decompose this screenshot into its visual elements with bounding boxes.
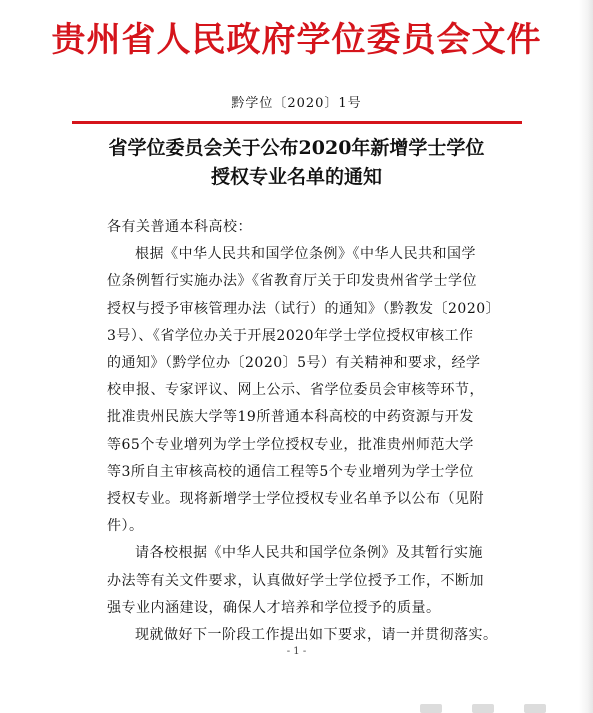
page-number: - 1 - <box>286 646 307 657</box>
paragraph-line: 位条例暂行实施办法》《省教育厅关于印发贵州省学士学位 <box>107 273 477 290</box>
paragraph-line: 等3所自主审核高校的通信工程等5个专业增列为学士学位 <box>107 463 474 480</box>
paragraph-line: 现就做好下一阶段工作提出如下要求，请一并贯彻落实。 <box>135 627 498 644</box>
paragraph-line: 授权与授予审核管理办法（试行）的通知》（黔教发〔2020〕 <box>107 300 501 317</box>
toolbar-remnant-block <box>472 704 494 713</box>
toolbar-remnant <box>420 704 580 713</box>
red-divider-line <box>72 121 522 124</box>
paragraph-line: 授权专业。现将新增学士学位授权专业名单予以公布（见附 <box>107 491 484 508</box>
notice-title-line-1: 省学位委员会关于公布2020年新增学士学位 <box>108 137 485 159</box>
paragraph-1 <box>107 241 507 540</box>
paragraph-line: 批准贵州民族大学等19所普通本科高校的中药资源与开发 <box>107 409 474 426</box>
notice-title <box>60 134 533 192</box>
paragraph-line: 3号）、《省学位办关于开展2020年学士学位授权审核工作 <box>107 327 474 344</box>
paragraph-line: 请各校根据《中华人民共和国学位条例》及其暂行实施 <box>135 545 483 562</box>
paragraph-line: 办法等有关文件要求，认真做好学士学位授予工作，不断加 <box>107 572 484 589</box>
addressee: 各有关普通本科高校： <box>107 219 252 235</box>
paragraph-line: 的通知》（黔学位办〔2020〕5号）有关精神和要求，经学 <box>107 355 481 372</box>
paragraph-line: 根据《中华人民共和国学位条例》《中华人民共和国学 <box>135 246 476 263</box>
paragraph-line: 强专业内涵建设，确保人才培养和学位授予的质量。 <box>107 599 441 616</box>
paragraph-2 <box>107 540 507 622</box>
paragraph-line: 件）。 <box>107 518 144 535</box>
document-body <box>107 214 507 649</box>
paragraph-line: 等65个专业增列为学士学位授权专业，批准贵州师范大学 <box>107 436 474 453</box>
paragraph-line: 校申报、专家评议、网上公示、省学位委员会审核等环节， <box>107 382 484 399</box>
toolbar-remnant-block <box>420 704 442 713</box>
toolbar-remnant-block <box>524 704 546 713</box>
notice-title-line-2: 授权专业名单的通知 <box>210 166 382 188</box>
issuer-header: 贵州省人民政府学位委员会文件 <box>51 20 542 60</box>
document-number: 黔学位〔2020〕1号 <box>231 96 362 111</box>
